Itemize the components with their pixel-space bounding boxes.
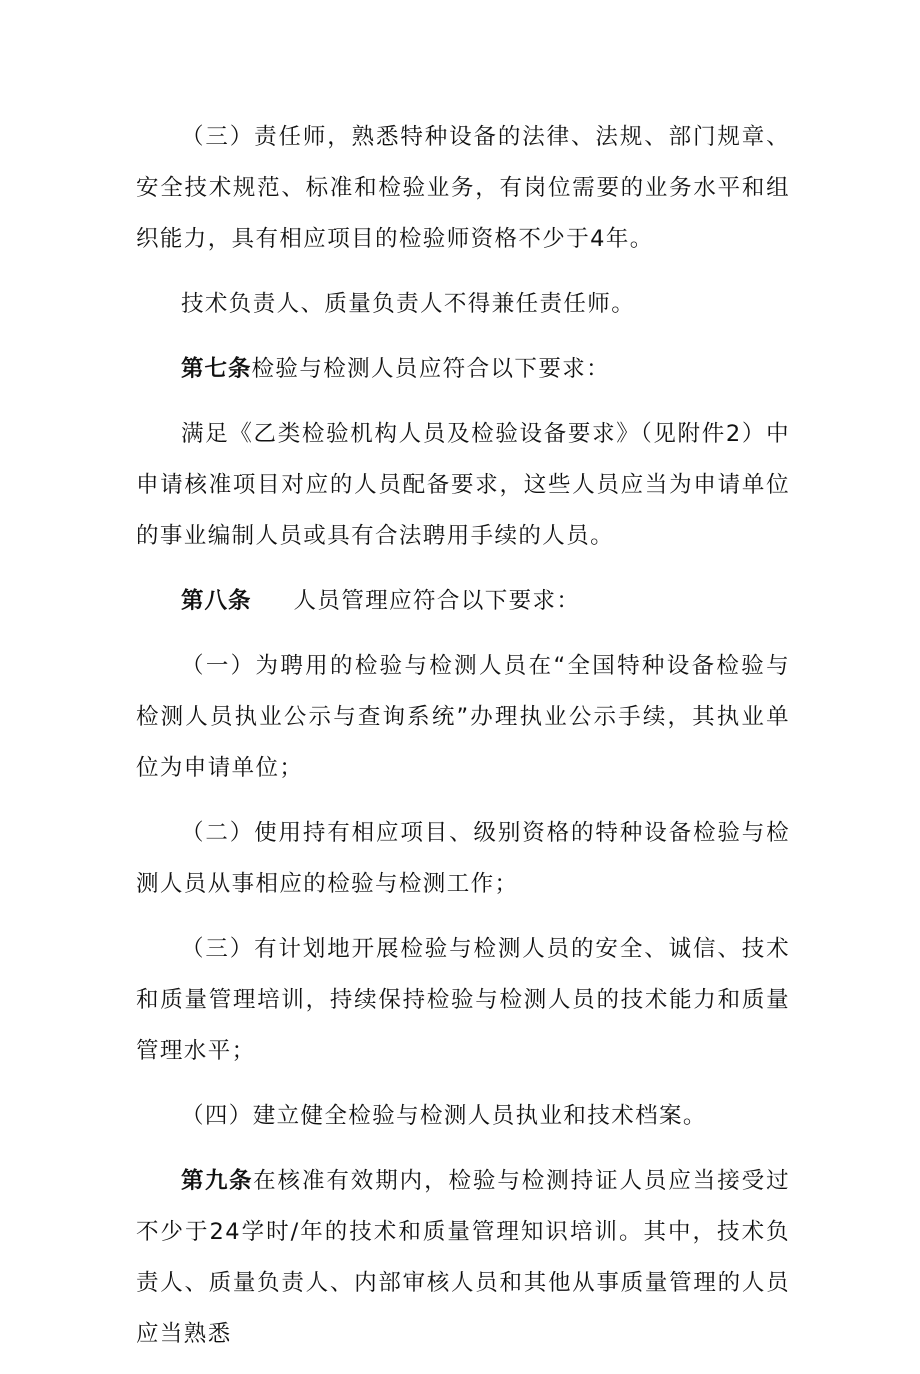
- article-7: [136, 344, 790, 395]
- paragraph-staffing-requirement: [136, 409, 790, 562]
- paragraph-text: （二）使用持有相应项目、级别资格的特种设备检验与检测人员从事相应的检验与检测工作；: [136, 820, 790, 897]
- paragraph-text: 满足《乙类检验机构人员及检验设备要求》（见附件2）中申请核准项目对应的人员配备要求，这些人员应当为申请单位的事业编制人员或具有合法聘用手续的人员。: [136, 421, 790, 549]
- paragraph-text: 人员管理应符合以下要求：: [293, 588, 581, 614]
- document-body: [136, 112, 790, 1374]
- article-heading: 第九条: [181, 1168, 254, 1194]
- list-item-4: [136, 1091, 790, 1142]
- paragraph-text: （一）为聘用的检验与检测人员在“全国特种设备检验与检测人员执业公示与查询系统”办理执业公示手续，其执业单位为申请单位；: [136, 653, 790, 781]
- paragraph-text: 检验与检测人员应符合以下要求：: [251, 356, 611, 382]
- list-item-1: [136, 641, 790, 794]
- paragraph-text: （三）有计划地开展检验与检测人员的安全、诚信、技术和质量管理培训，持续保持检验与检测人员的技术能力和质量管理水平；: [136, 936, 790, 1064]
- paragraph-text: 在核准有效期内，检验与检测持证人员应当接受过不少于24学时/年的技术和质量管理知识培训。其中，技术负责人、质量负责人、内部审核人员和其他从事质量管理的人员应当熟悉: [136, 1168, 790, 1347]
- article-9: [136, 1156, 790, 1360]
- paragraph-responsible-engineer: [136, 112, 790, 265]
- paragraph-no-concurrent-role: [136, 279, 790, 330]
- article-8: [136, 576, 790, 627]
- paragraph-text: 技术负责人、质量负责人不得兼任责任师。: [181, 291, 636, 317]
- paragraph-text: （四）建立健全检验与检测人员执业和技术档案。: [181, 1103, 707, 1129]
- article-heading: 第八条: [181, 588, 252, 614]
- paragraph-text: （三）责任师，熟悉特种设备的法律、法规、部门规章、安全技术规范、标准和检验业务，有岗位需要的业务水平和组织能力，具有相应项目的检验师资格不少于4年。: [136, 124, 790, 252]
- list-item-2: [136, 808, 790, 910]
- list-item-3: [136, 924, 790, 1077]
- article-heading: 第七条: [181, 356, 252, 382]
